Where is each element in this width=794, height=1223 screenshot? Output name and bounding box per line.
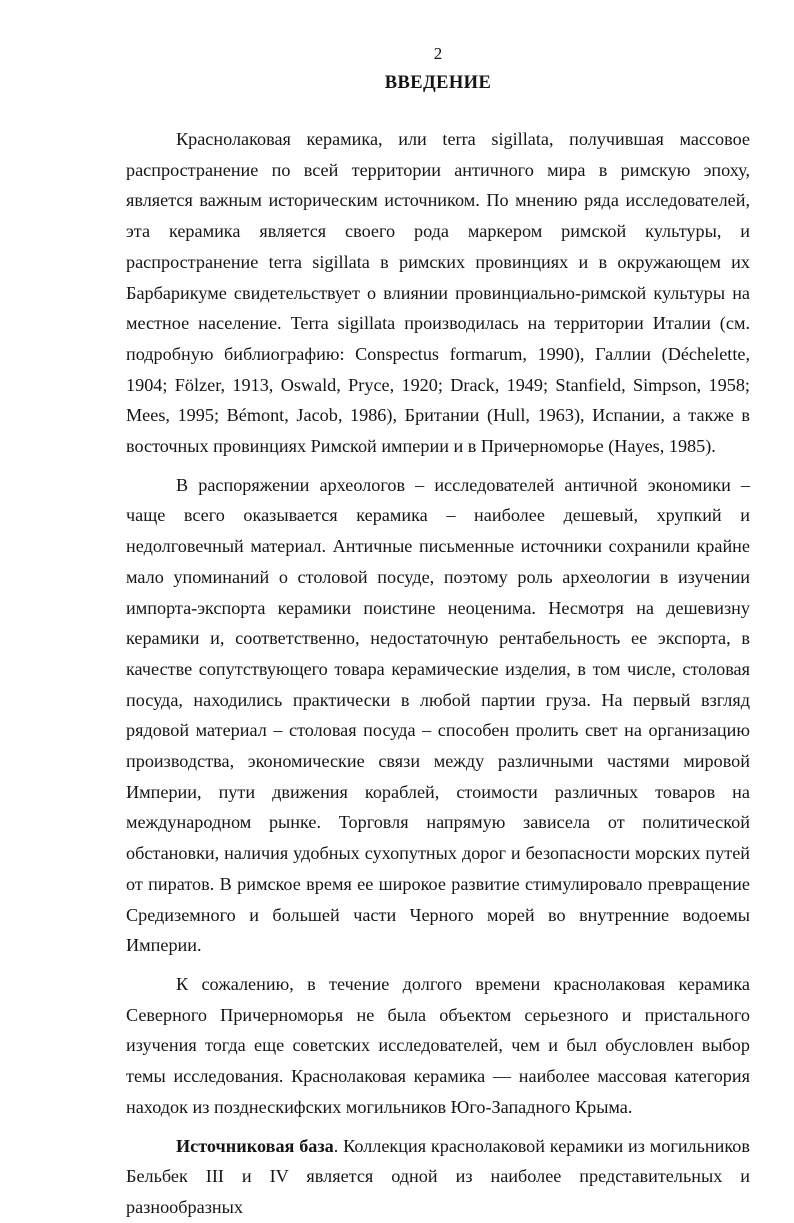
paragraph-research-topic: К сожалению, в течение долгого времени краснолаковая керамика Северного Причерноморья не была объектом серьезного и пристального изучения тогда еще советских исследователей, чем и был обусловлен выбор темы исследования. Краснолаковая керамика — наиболее массовая категория находок из позднескифских могильников Юго-Западного Крыма. (126, 973, 750, 1117)
page-title: ВВЕДЕНИЕ (384, 73, 492, 93)
source-base-text: . Коллекция краснолаковой керамики из могильников Бельбек III и IV является одной из наиболее представительных и разнообразных (126, 1135, 750, 1217)
page-number: 2 (433, 44, 443, 63)
paragraph-source-base (126, 1131, 750, 1223)
source-base-lead: Источниковая база (176, 1135, 334, 1156)
paragraph-archaeology-economy: В распоряжении археологов – исследователей античной экономики – чаще всего оказывается керамика – наиболее дешевый, хрупкий и недолговечный материал. Античные письменные источники сохранили крайне мало упоминаний о столовой посуде, поэтому роль археологии в изучении импорта-экспорта керамики поистине неоценима. Несмотря на дешевизну керамики и, соответственно, недостаточную рентабельность ее экспорта, в качестве сопутствующего товара керамические изделия, в том числе, столовая посуда, находились практически в любой партии груза. На первый взгляд рядовой материал – столовая посуда – способен пролить свет на организацию производства, экономические связи между различными частями мировой Империи, пути движения кораблей, стоимости различных товаров на международном рынке. Торговля напрямую зависела от политической обстановки, наличия удобных сухопутных дорог и безопасности морских путей от пиратов. В римское время ее широкое развитие стимулировало превращение Средиземного и большей части Черного морей во внутренние водоемы Империи. (126, 474, 750, 956)
paragraph-terra-sigillata: Краснолаковая керамика, или terra sigillata, получившая массовое распространение по всей территории античного мира в римскую эпоху, является важным историческим источником. По мнению ряда исследователей, эта керамика является своего рода маркером римской культуры, и распространение terra sigillata в римских провинциях и в окружающем их Барбарикуме свидетельствует о влиянии провинциально-римской культуры на местное население. Terra sigillata производилась на территории Италии (см. подробную библиографию: Conspectus formarum, 1990), Галлии (Déchelette, 1904; Fölzer, 1913, Oswald, Pryce, 1920; Drack, 1949; Stanfield, Simpson, 1958; Mees, 1995; Bémont, Jacob, 1986), Британии (Hull, 1963), Испании, а также в восточных провинциях Римской империи и в Причерноморье (Hayes, 1985). (126, 129, 750, 457)
